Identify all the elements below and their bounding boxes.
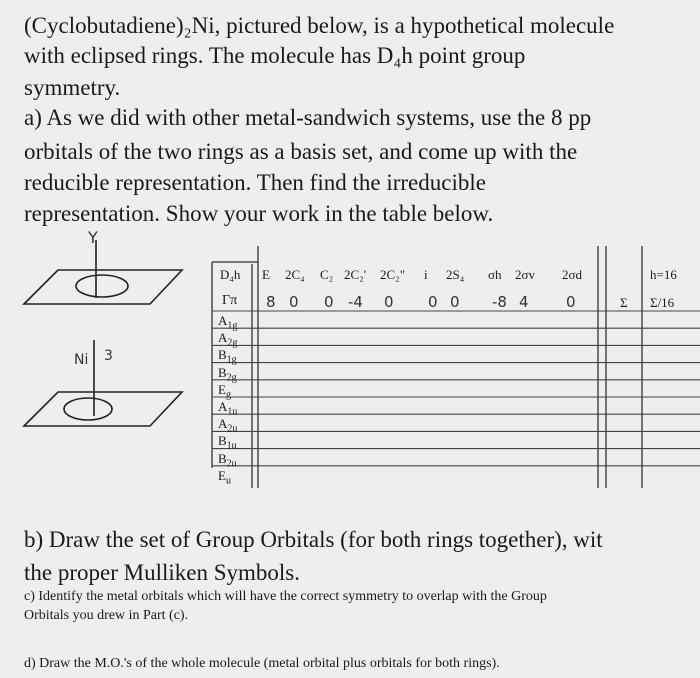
ni-charge: 3 bbox=[104, 348, 113, 364]
part-b-line-2: the proper Mulliken Symbols. bbox=[24, 560, 300, 585]
gamma-value: 0 bbox=[450, 293, 460, 311]
irrep-label: $E_g$ bbox=[218, 381, 231, 401]
gamma-value: 0 bbox=[324, 293, 334, 311]
irrep-label: $A_{2u}$ bbox=[218, 416, 238, 435]
irrep-label: $A_{1g}$ bbox=[218, 313, 238, 332]
intro-line-1: (Cyclobutadiene)₂Ni, pictured below, is a hypothetical molecule bbox=[24, 13, 615, 38]
gamma-value: -8 bbox=[492, 293, 507, 311]
gamma-label: Γπ bbox=[222, 293, 238, 308]
top-ring bbox=[76, 275, 128, 297]
irrep-label: $B_{1u}$ bbox=[218, 433, 237, 452]
sigma-label: Σ bbox=[620, 295, 628, 310]
part-c-line-2: Orbitals you drew in Part (c). bbox=[24, 608, 189, 623]
part-b-line-1: b) Draw the set of Group Orbitals (for both rings together), wit bbox=[24, 527, 603, 552]
h-label: h=16 bbox=[650, 267, 677, 282]
irrep-label: $A_{2g}$ bbox=[218, 330, 238, 349]
gamma-value: 0 bbox=[428, 293, 438, 311]
operation-header: E bbox=[262, 267, 270, 282]
sigma-over-h: Σ/16 bbox=[650, 295, 675, 310]
part-a-line-1: a) As we did with other metal-sandwich systems, use the 8 pp bbox=[24, 105, 592, 130]
operation-header: 2C₂' bbox=[344, 267, 367, 282]
intro-line-3: symmetry. bbox=[24, 75, 121, 100]
bottom-ring bbox=[64, 398, 112, 420]
part-c-line-1: c) Identify the metal orbitals which will have the correct symmetry to overlap with the Group bbox=[24, 589, 547, 604]
irrep-label: $B_{2g}$ bbox=[218, 364, 237, 384]
irrep-label: $A_{1u}$ bbox=[218, 399, 238, 418]
ni-label: Ni bbox=[74, 352, 89, 368]
irrep-label: $B_{2u}$ bbox=[218, 450, 237, 470]
gamma-value: 0 bbox=[566, 293, 576, 311]
operation-header: 2S₄ bbox=[446, 267, 465, 282]
irrep-label: $E_u$ bbox=[218, 467, 231, 487]
operation-header: 2σd bbox=[562, 267, 583, 282]
part-a-line-4: representation. Show your work in the table below. bbox=[24, 201, 494, 226]
intro-line-2: with eclipsed rings. The molecule has D₄h point group bbox=[24, 43, 526, 68]
axis-mark: Y bbox=[88, 228, 98, 247]
gamma-value: 8 bbox=[266, 293, 276, 311]
gamma-value: -4 bbox=[348, 293, 363, 311]
operation-header: 2C₂" bbox=[380, 267, 406, 282]
part-d-line-1: d) Draw the M.O.'s of the whole molecule (metal orbital plus orbitals for both rings). bbox=[24, 656, 500, 671]
irrep-label: $B_{1g}$ bbox=[218, 347, 237, 366]
gamma-value: 4 bbox=[519, 293, 529, 311]
operation-header: i bbox=[424, 267, 428, 282]
part-a-line-2: orbitals of the two rings as a basis set, and come up with the bbox=[24, 139, 578, 164]
operation-header: 2σv bbox=[515, 267, 536, 282]
gamma-value: 0 bbox=[289, 293, 299, 311]
part-a-line-3: reducible representation. Then find the irreducible bbox=[24, 170, 486, 195]
table-corner: D₄h bbox=[220, 267, 241, 282]
operation-header: σh bbox=[488, 267, 502, 282]
operation-header: 2C₄ bbox=[285, 267, 305, 282]
operation-header: C₂ bbox=[320, 267, 334, 282]
gamma-value: 0 bbox=[384, 293, 394, 311]
bottom-ring-plane bbox=[24, 392, 182, 426]
